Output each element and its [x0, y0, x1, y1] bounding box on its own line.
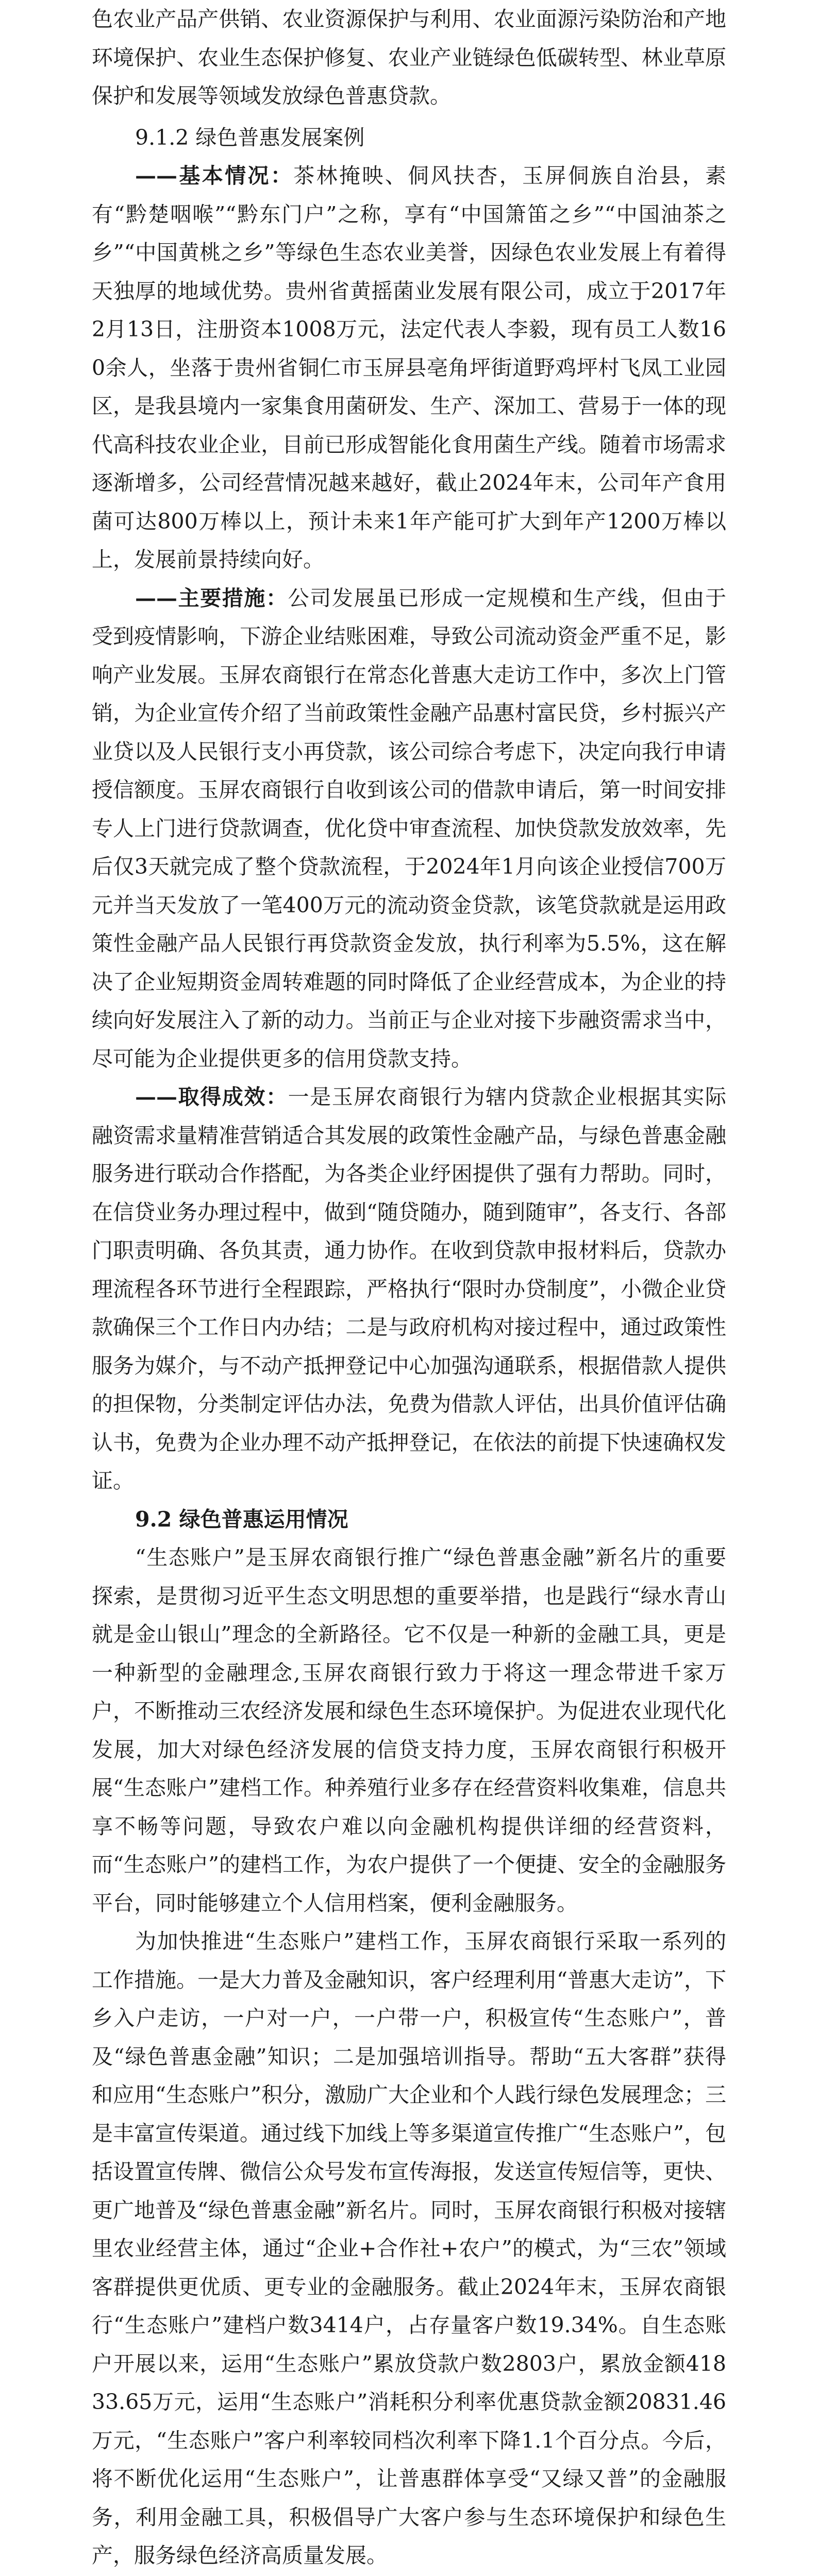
paragraph-green-ag-fields: 色农业产品产供销、农业资源保护与利用、农业面源污染防治和产地环境保护、农业生态保护修复、农业产业链绿色低碳转型、林业草原保护和发展等领域发放绿色普惠贷款。 — [92, 7, 726, 108]
section-912-intro — [92, 0, 726, 115]
paragraph-eco-account-measures: 为加快推进“生态账户”建档工作，玉屏农商银行采取一系列的工作措施。一是大力普及金融知识，客户经理利用“普惠大走访”，下乡入户走访，一户对一户，一户带一户，积极宣传“生态账户”，普及“绿色普惠金融”知识；二是加强培训指导。帮助“五大客群”获得和应用“生态账户”积分，激励广大企业和个人践行绿色发展理念；三是丰富宣传渠道。通过线下加线上等多渠道宣传推广“生态账户”，包括设置宣传牌、微信公众号发布宣传海报，发送宣传短信等，更快、更广地普及“绿色普惠金融”新名片。同时，玉屏农商银行积极对接辖里农业经营主体，通过“企业+合作社+农户”的模式，为“三农”领域客群提供更优质、更专业的金融服务。截止2024年末，玉屏农商银行“生态账户”建档户数3414户，占存量客户数19.34%。自生态账户开展以来，运用“生态账户”累放贷款户数2803户，累放金额41833.65万元，运用“生态账户”消耗积分利率优惠贷款金额20831.46万元，“生态账户”客户利率较同档次利率下降1.1个百分点。今后，将不断优化运用“生态账户”，让普惠群体享受“又绿又普”的金融服务，利用金融工具，积极倡导广大客户参与生态环境保护和绿色生产，服务绿色经济高质量发展。 — [92, 1929, 726, 2568]
main-measures-lead: ——主要措施： — [135, 585, 288, 611]
paragraph-results — [92, 1078, 726, 1500]
basic-situation-lead: ——基本情况： — [135, 163, 294, 188]
results-text: 一是玉屏农商银行为辖内贷款企业根据其实际融资需求量精准营销适合其发展的政策性金融产品，与绿色普惠金融服务进行联动合作搭配，为各类企业纾困提供了强有力帮助。同时，在信贷业务办理过程中，做到“随贷随办，随到随审”，各支行、各部门职责明确、各负其责，通力协作。在收到贷款申报材料后，贷款办理流程各环节进行全程跟踪，严格执行“限时办贷制度”，小微企业贷款确保三个工作日内办结；二是与政府机构对接过程中，通过政策性服务为媒介，与不动产抵押登记中心加强沟通联系，根据借款人提供的担保物，分类制定评估办法，免费为借款人评估，出具价值评估确认书，免费为企业办理不动产抵押登记，在依法的前提下快速确权发证。 — [92, 1084, 727, 1493]
paragraph-main-measures — [92, 579, 726, 1078]
paragraph-eco-account-intro: “生态账户”是玉屏农商银行推广“绿色普惠金融”新名片的重要探索，是贯彻习近平生态文明思想的重要举措，也是践行“绿水青山就是金山银山”理念的全新路径。它不仅是一种新的金融工具，更是一种新型的金融理念,玉屏农商银行致力于将这一理念带进千家万户，不断推动三农经济发展和绿色生态环境保护。为促进农业现代化发展，加大对绿色经济发展的信贷支持力度，玉屏农商银行积极开展“生态账户”建档工作。种养殖行业多存在经营资料收集难，信息共享不畅等问题，导致农户难以向金融机构提供详细的经营资料，而“生态账户”的建档工作，为农户提供了一个便捷、安全的金融服务平台，同时能够建立个人信用档案，便利金融服务。 — [92, 1545, 726, 1916]
results-lead: ——取得成效： — [135, 1084, 288, 1109]
heading-9-2: 9.2 绿色普惠运用情况 — [135, 1506, 348, 1532]
basic-situation-text: 茶林掩映、侗风扶杏，玉屏侗族自治县，素有“黔楚咽喉”“黔东门户”之称，享有“中国箫笛之乡”“中国油茶之乡”“中国黄桃之乡”等绿色生态农业美誉，因绿色农业发展上有着得天独厚的地域优势。贵州省黄摇菌业发展有限公司，成立于2017年2月13日，注册资本1008万元，法定代表人李毅，现有员工人数160余人，坐落于贵州省铜仁市玉屏县亳角坪街道野鸡坪村飞凤工业园区，是我县境内一家集食用菌研发、生产、深加工、营易于一体的现代高科技农业企业，目前已形成智能化食用菌生产线。随着市场需求逐渐增多，公司经营情况越来越好，截止2024年末，公司年产食用菌可达800万棒以上，预计未来1年产能可扩大到年产1200万棒以上，发展前景持续向好。 — [92, 163, 726, 572]
main-measures-text: 公司发展虽已形成一定规模和生产线，但由于受到疫情影响，下游企业结账困难，导致公司流动资金严重不足，影响产业发展。玉屏农商银行在常态化普惠大走访工作中，多次上门管销，为企业宣传介绍了当前政策性金融产品惠村富民贷，乡村振兴产业贷以及人民银行支小再贷款，该公司综合考虑下，决定向我行申请授信额度。玉屏农商银行自收到该公司的借款申请后，第一时间安排专人上门进行贷款调查，优化贷中审查流程、加快贷款发放效率，先后仅3天就完成了整个贷款流程，于2024年1月向该企业授信700万元并当天发放了一笔400万元的流动资金贷款，该笔贷款就是运用政策性金融产品人民银行再贷款资金发放，执行利率为5.5%，这在解决了企业短期资金周转难题的同时降低了企业经营成本，为企业的持续向好发展注入了新的动力。当前正与企业对接下步融资需求当中，尽可能为企业提供更多的信用贷款支持。 — [92, 585, 727, 1071]
paragraph-basic-situation — [92, 157, 726, 579]
heading-9-1-2: 9.1.2 绿色普惠发展案例 — [135, 125, 365, 150]
